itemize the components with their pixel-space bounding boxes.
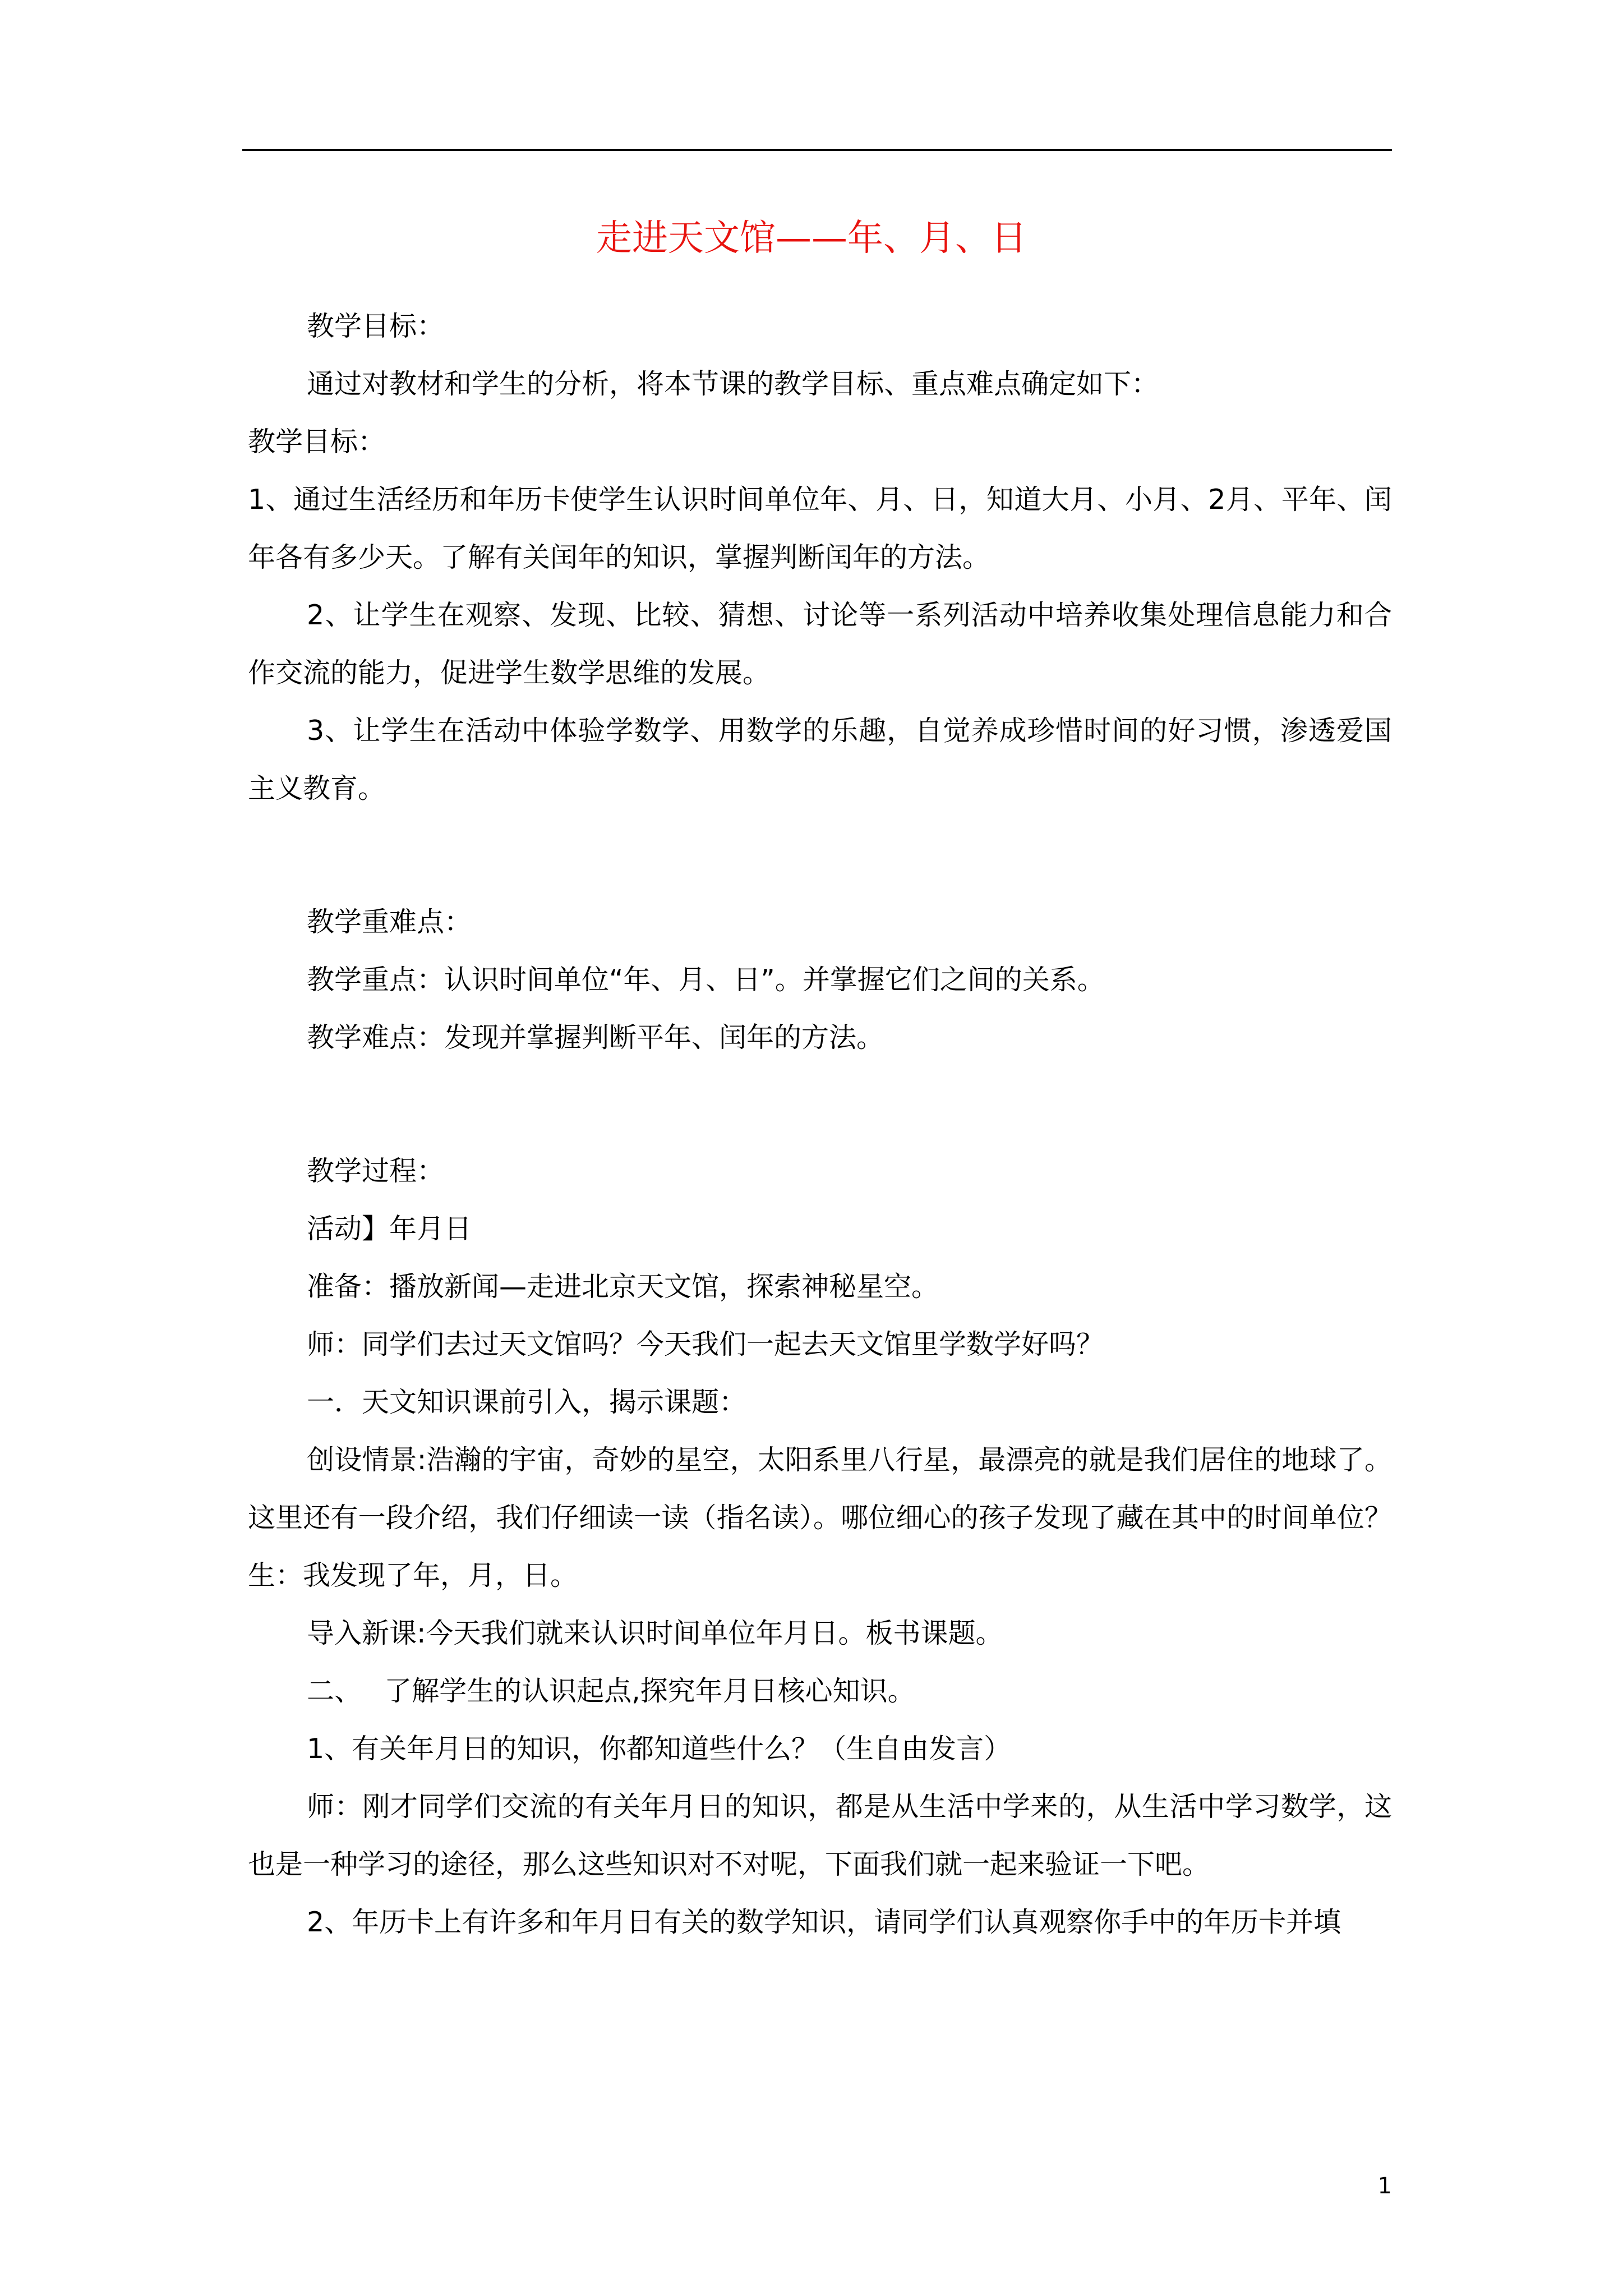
body-paragraph: 2、让学生在观察、发现、比较、猜想、讨论等一系列活动中培养收集处理信息能力和合作交流的能力，促进学生数学思维的发展。 [248,599,1392,689]
body-paragraph: 师：刚才同学们交流的有关年月日的知识，都是从生活中学来的，从生活中学习数学，这也是一种学习的途径，那么这些知识对不对呢，下面我们就一起来验证一下吧。 [248,1791,1392,1880]
document-body [248,297,1392,1951]
body-paragraph: 准备：播放新闻—走进北京天文馆，探索神秘星空。 [307,1271,939,1303]
body-paragraph: 导入新课:今天我们就来认识时间单位年月日。板书课题。 [307,1617,1003,1649]
body-paragraph: 教学目标： [307,310,445,342]
blank-line [248,1075,1392,1133]
body-paragraph: 二、 了解学生的认识起点,探究年月日核心知识。 [307,1675,915,1707]
body-paragraph: 教学过程： [307,1155,445,1187]
body-paragraph: 3、让学生在活动中体验学数学、用数学的乐趣，自觉养成珍惜时间的好习惯，渗透爱国主义教育。 [248,715,1392,804]
body-paragraph: 1、有关年月日的知识，你都知道些什么？（生自由发言） [307,1733,1012,1765]
blank-line [248,826,1392,884]
body-paragraph: 教学重难点： [307,906,472,938]
body-paragraph: 教学难点：发现并掌握判断平年、闰年的方法。 [307,1022,884,1053]
body-paragraph: 一．天文知识课前引入，揭示课题： [307,1386,747,1418]
body-paragraph: 2、年历卡上有许多和年月日有关的数学知识，请同学们认真观察你手中的年历卡并填 [307,1906,1341,1938]
body-paragraph: 师：同学们去过天文馆吗？今天我们一起去天文馆里学数学好吗？ [307,1328,1104,1360]
body-paragraph: 教学重点：认识时间单位“年、月、日”。并掌握它们之间的关系。 [307,964,1105,996]
body-paragraph: 教学目标： [248,426,386,458]
body-paragraph: 创设情景:浩瀚的宇宙，奇妙的星空，太阳系里八行星，最漂亮的就是我们居住的地球了。这里还有一段介绍，我们仔细读一读（指名读）。哪位细心的孩子发现了藏在其中的时间单位？生：我发现了年，月，日。 [248,1444,1392,1591]
body-paragraph: 1、通过生活经历和年历卡使学生认识时间单位年、月、日，知道大月、小月、2月、平年、闰年各有多少天。了解有关闰年的知识，掌握判断闰年的方法。 [248,484,1392,573]
header-rule [242,149,1392,151]
page-number: 1 [1377,2173,1392,2199]
body-paragraph: 活动】年月日 [307,1213,472,1245]
document-title: 走进天文馆——年、月、日 [596,218,1027,259]
body-paragraph: 通过对教材和学生的分析，将本节课的教学目标、重点难点确定如下： [307,368,1159,400]
